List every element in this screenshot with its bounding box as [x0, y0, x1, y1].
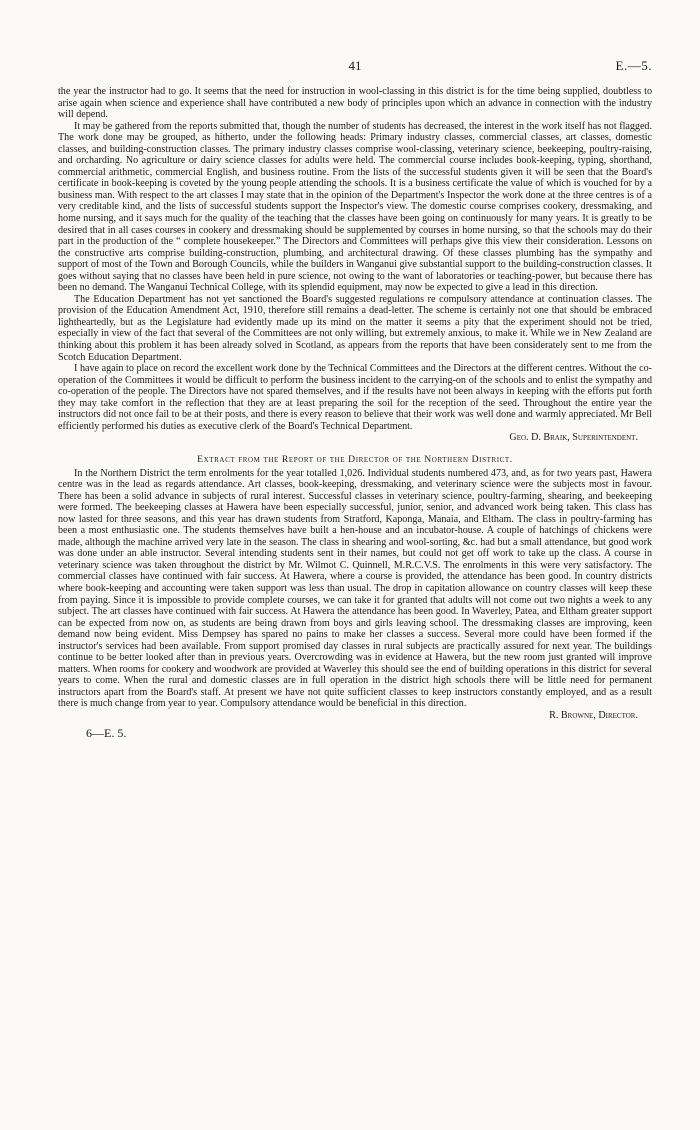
- signature-mark: 6—E. 5.: [86, 725, 127, 740]
- section-superintendent-report: [58, 86, 652, 722]
- page-reference: E.—5.: [615, 58, 652, 73]
- paragraph: I have again to place on record the excellent work done by the Technical Committees and the Directors at the different centres. Without the co-operation of the Committees it would be difficult to perform the business incident to the carrying-on of the schools and to enlist the sympathy and co-operation of the people. The Directors have not spared themselves, and if the results have not been always in keeping with the efforts put forth they may take comfort in the reflection that they are at least preparing the soil for the reception of the seed. Throughout the entire year the instructors did not once fail to be at their posts, and there is every reason to believe that their work was well done and warmly appreciated. Mr Bell efficiently performed his duties as executive clerk of the Board's Technical Department.: [58, 363, 652, 432]
- director-signature: R. Browne, Director.: [549, 709, 638, 721]
- superintendent-signature: Geo. D. Braik, Superintendent.: [509, 432, 638, 444]
- paragraph: In the Northern District the term enrolments for the year totalled 1,026. Individual students numbered 473, and, as for two years past, Hawera centre was in the lead as regards attendance. Art classes, book-keeping, dressmaking, and veterinary science were the subjects most in favour. There has been a solid advance in subjects of rural interest. Successful classes in veterinary science, poultry-farming, shearing, and beekeeping were formed. The beekeeping classes at Hawera have been especially successful, junior, senior, and advanced work being taken. This class has now lasted for three seasons, and this year has drawn students from Stratford, Kaponga, Manaia, and Eltham. The class in poultry-farming has been a most enthusiastic one. The students themselves have built a hen-house and an incubator-house. A couple of hatchings of chickens were made, although the machine arrived very late in the season. The class in shearing and wool-sorting, &c. had but a small attendance, but good work was done under an able instructor. Several intending students sent in their names, but could not get off work to take up the class. A course in veterinary science was taken throughout the district by Mr. Wilmot C. Quinnell, M.R.C.V.S. The enrolments in this were very satisfactory. The commercial classes have continued with fair success. At Hawera, where a course is provided, the attendance has been good. In country districts where book-keeping and accounting were taken support was less than usual. The drop in capitation allowance on country classes will keep these from paying. Since it is impossible to provide complete courses, we can take it for granted that adults will not come out two nights a week to any subject. The art classes have continued with fair success. At Hawera the attendance has been good. In Waverley, Patea, and Eltham greater support can be expected from now on, as students are being drawn from boys and girls leaving school. The dressmaking classes are improving, keen demand now being evident. Miss Dempsey has spared no pains to make her classes a success. Several more could have been formed if the instructor's services had been available. From support promised day classes in rural subjects are practically assured for next year. The buildings continue to be better looked after than in previous years. Overcrowding was in evidence at Hawera, but the new room just granted will improve matters. When rooms for cookery and woodwork are provided at Waverley this should see the end of building operations in this district for several years to come. When the rural and domestic classes are in full operation in the district high schools there will be little need for permanent instructors apart from the Board's staff. At present we have not quite sufficient classes to keep instructors constantly employed, and as a result there is much change from year to year. Compulsory attendance would be beneficial in this direction.: [58, 467, 652, 710]
- paragraph: The Education Department has not yet sanctioned the Board's suggested regulations re compulsory attendance at continuation classes. The provision of the Education Amendment Act, 1910, therefore still remains a dead-letter. The scheme is certainly not one that should be embraced lightheartedly, but as the Legislature had evidently made up its mind on the matter it seems a pity that the experiment should not be tried, especially in view of the fact that several of the Committees are not only willing, but extremely anxious, to make it. While we in New Zealand are thinking about this problem it has been already solved in Scotland, as appears from the reports that have been considerately sent to me from the Scotch Education Department.: [58, 293, 652, 363]
- paragraph: the year the instructor had to go. It seems that the need for instruction in wool-classing in this district is for the time being supplied, doubtless to arise again when science and experience shall have contributed a new body of principles upon which an advance in connection with the industry will depend.: [58, 86, 652, 121]
- page-header: [58, 0, 652, 86]
- paragraph: It may be gathered from the reports submitted that, though the number of students has decreased, the interest in the work itself has not flagged. The work done may be grouped, as hitherto, under the following heads: Primary industry classes, commercial classes, art classes, domestic classes, and building-construction classes. The primary industry classes comprise wool-classing, veterinary science, beekeeping, poultry-raising, and orcharding. No agriculture or dairy science classes for adults were held. The commercial course includes book-keeping, typing, shorthand, commercial arithmetic, commercial English, and business routine. From the lists of the successful students given it will be seen that the Board's certificate in book-keeping is coveted by the young people attending the schools. It is a business certificate the value of which is vouched for by a business man. With respect to the art classes I may state that in the opinion of the Department's Inspector the work done at the three centres is of a very creditable kind, and the lists of successful students support the Inspector's view. The domestic course comprises cookery, dressmaking, and home nursing, and it says much for the quality of the teaching that the classes have been going on continuously for many years. It is greatly to be desired that in all cases courses in cookery and dressmaking should be supplemented by courses in home nursing, so that the schools may do their part in the production of the “ complete housekeeper.” The Directors and Committees will perhaps give this view their consideration. Lessons on the constructive arts comprise building-construction, plumbing, and architectural drawing. Of these classes plumbing has the sympathy and support of most of the Town and Borough Councils, while the builders in Wanganui give substantial support to the building-construction classes. It goes without saying that no classes have been held in pure science, not owing to the want of laboratories or teaching-power, but because there has been no demand. The Wanganui Technical College, with its splendid equipment, may now be expected to give a lead in this direction.: [58, 120, 652, 294]
- section-heading: Extract from the Report of the Director of the Northern District.: [197, 453, 513, 465]
- page-number: 41: [348, 58, 362, 73]
